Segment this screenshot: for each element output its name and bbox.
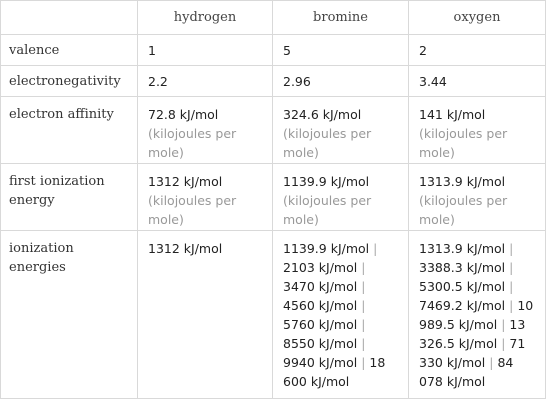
row-label-electronegativity: electronegativity <box>1 66 138 97</box>
energy-value: 8550 kJ/mol <box>283 336 358 351</box>
cell-bromine-valence: 5 <box>273 35 409 66</box>
energy-value: 5300.5 kJ/mol <box>419 279 506 294</box>
unit-note: (kilojoules per <box>283 193 372 208</box>
cell-oxygen-first-ionization-energy <box>409 164 546 231</box>
unit-note: mole) <box>419 212 455 227</box>
separator: | <box>373 241 378 256</box>
cell-oxygen-valence: 2 <box>409 35 546 66</box>
unit-note: mole) <box>283 145 319 160</box>
separator: | <box>509 241 514 256</box>
energy-value: 1139.9 kJ/mol <box>283 241 370 256</box>
cell-bromine-ionization-energies <box>273 231 409 399</box>
row-label-electron-affinity: electron affinity <box>1 97 138 164</box>
energy-value: 3470 kJ/mol <box>283 279 358 294</box>
separator: | <box>361 260 366 275</box>
energy-value: 3388.3 kJ/mol <box>419 260 506 275</box>
row-label-ionization-energies <box>1 231 138 399</box>
energy-value: 5760 kJ/mol <box>283 317 358 332</box>
separator: | <box>361 298 366 313</box>
separator: | <box>501 336 506 351</box>
label-line: first ionization <box>9 174 105 189</box>
separator: | <box>361 279 366 294</box>
cell-oxygen-electron-affinity <box>409 97 546 164</box>
separator: | <box>509 279 514 294</box>
energy-value: 1312 kJ/mol <box>148 241 223 256</box>
label-line: ionization <box>9 241 74 256</box>
cell-hydrogen-electronegativity: 2.2 <box>138 66 273 97</box>
value-text: 1139.9 kJ/mol <box>283 174 370 189</box>
energy-value: 7469.2 kJ/mol <box>419 298 506 313</box>
value-text: 324.6 kJ/mol <box>283 107 362 122</box>
header-hydrogen: hydrogen <box>138 1 273 35</box>
unit-note: mole) <box>148 145 184 160</box>
separator: | <box>489 355 494 370</box>
row-label-valence: valence <box>1 35 138 66</box>
energy-value: 9940 kJ/mol <box>283 355 358 370</box>
separator: | <box>501 317 506 332</box>
cell-oxygen-electronegativity: 3.44 <box>409 66 546 97</box>
unit-note: (kilojoules per <box>283 126 372 141</box>
energy-value: 1313.9 kJ/mol <box>419 241 506 256</box>
row-label-first-ionization-energy <box>1 164 138 231</box>
header-oxygen: oxygen <box>409 1 546 35</box>
value-text: 1313.9 kJ/mol <box>419 174 506 189</box>
table-row <box>1 66 546 97</box>
separator: | <box>361 355 366 370</box>
separator: | <box>509 260 514 275</box>
cell-hydrogen-ionization-energies <box>138 231 273 399</box>
unit-note: mole) <box>148 212 184 227</box>
cell-hydrogen-first-ionization-energy <box>138 164 273 231</box>
energy-value: 71 330 kJ/mol <box>419 336 526 370</box>
cell-bromine-first-ionization-energy <box>273 164 409 231</box>
label-line: energy <box>9 193 55 208</box>
table-row <box>1 97 546 164</box>
unit-note: mole) <box>419 145 455 160</box>
energy-value: 2103 kJ/mol <box>283 260 358 275</box>
energy-value: 84 078 kJ/mol <box>419 355 514 389</box>
header-row <box>1 1 546 35</box>
header-bromine: bromine <box>273 1 409 35</box>
label-line: energies <box>9 260 66 275</box>
cell-bromine-electron-affinity <box>273 97 409 164</box>
cell-oxygen-ionization-energies <box>409 231 546 399</box>
value-text: 141 kJ/mol <box>419 107 486 122</box>
energy-value: 13 326.5 kJ/mol <box>419 317 526 351</box>
cell-hydrogen-electron-affinity <box>138 97 273 164</box>
separator: | <box>509 298 514 313</box>
unit-note: (kilojoules per <box>419 193 508 208</box>
separator: | <box>361 317 366 332</box>
unit-note: (kilojoules per <box>148 193 237 208</box>
value-text: 1312 kJ/mol <box>148 174 223 189</box>
separator: | <box>361 336 366 351</box>
table-row <box>1 35 546 66</box>
cell-bromine-electronegativity: 2.96 <box>273 66 409 97</box>
energy-value: 18 600 kJ/mol <box>283 355 386 389</box>
table-row <box>1 164 546 231</box>
unit-note: (kilojoules per <box>419 126 508 141</box>
cell-hydrogen-valence: 1 <box>138 35 273 66</box>
value-text: 72.8 kJ/mol <box>148 107 219 122</box>
unit-note: mole) <box>283 212 319 227</box>
header-corner <box>1 1 138 35</box>
table-row <box>1 231 546 399</box>
energy-value: 4560 kJ/mol <box>283 298 358 313</box>
unit-note: (kilojoules per <box>148 126 237 141</box>
energy-value: 10 989.5 kJ/mol <box>419 298 534 332</box>
